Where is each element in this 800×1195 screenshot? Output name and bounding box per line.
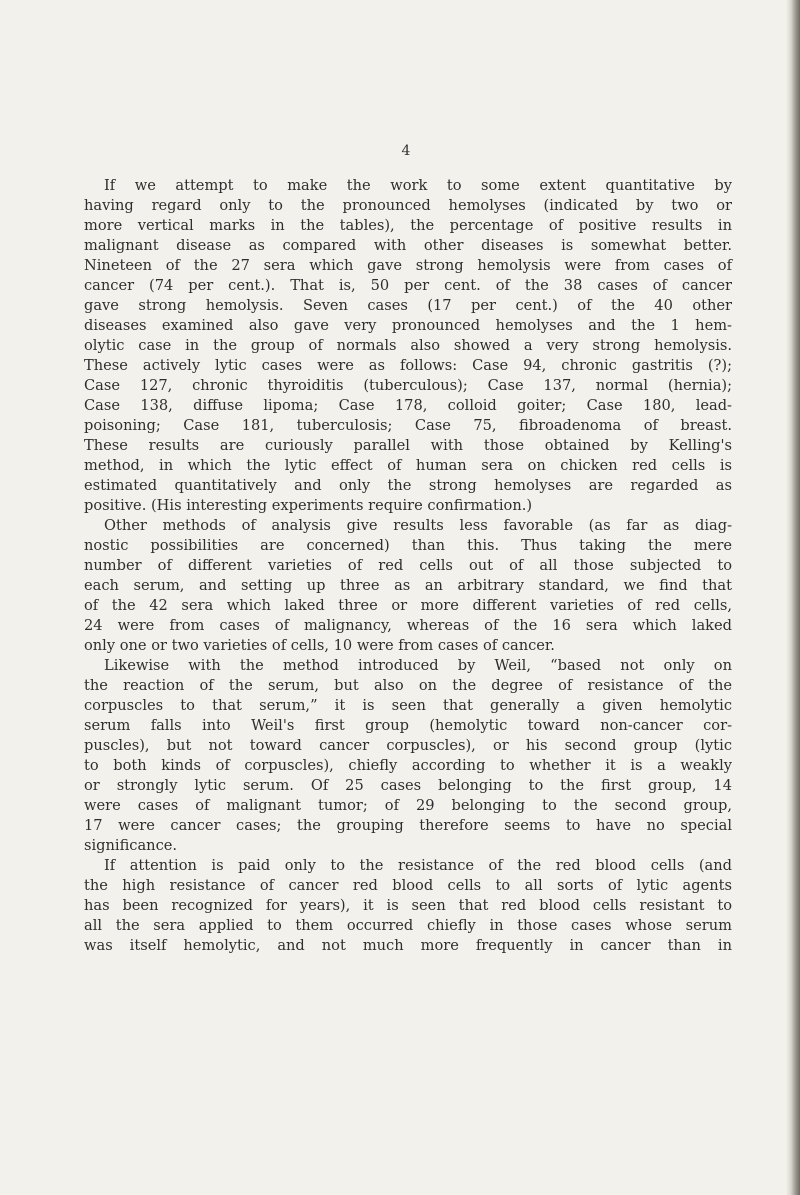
text-line: only one or two varieties of cells, 10 were from cases of cancer. bbox=[84, 637, 555, 654]
text-line: If we attempt to make the work to some extent quantitative by bbox=[104, 177, 732, 194]
text-line: malignant disease as compared with other diseases is somewhat better. bbox=[84, 237, 732, 254]
text-line: all the sera applied to them occurred chiefly in those cases whose serum bbox=[84, 917, 732, 934]
text-line: each serum, and setting up three as an arbitrary standard, we find that bbox=[84, 577, 732, 594]
text-line: having regard only to the pronounced hemolyses (indicated by two or bbox=[84, 197, 732, 214]
text-line: or strongly lytic serum. Of 25 cases belonging to the first group, 14 bbox=[84, 777, 732, 794]
text-line: Likewise with the method introduced by Weil, “based not only on bbox=[104, 657, 732, 674]
text-line: number of different varieties of red cells out of all those subjected to bbox=[84, 557, 732, 574]
text-line: Case 127, chronic thyroiditis (tuberculous); Case 137, normal (hernia); bbox=[84, 377, 732, 394]
text-line: If attention is paid only to the resistance of the red blood cells (and bbox=[104, 857, 732, 874]
text-line: Case 138, diffuse lipoma; Case 178, colloid goiter; Case 180, lead- bbox=[84, 397, 732, 414]
text-line: 17 were cancer cases; the grouping therefore seems to have no special bbox=[84, 817, 732, 834]
text-line: the high resistance of cancer red blood cells to all sorts of lytic agents bbox=[84, 877, 732, 894]
text-line: These results are curiously parallel with those obtained by Kelling's bbox=[84, 437, 732, 454]
text-line: 24 were from cases of malignancy, whereas of the 16 sera which laked bbox=[84, 617, 732, 634]
text-line: was itself hemolytic, and not much more frequently in cancer than in bbox=[84, 937, 732, 954]
text-line: Nineteen of the 27 sera which gave strong hemolysis were from cases of bbox=[84, 257, 732, 274]
text-line: puscles), but not toward cancer corpuscles), or his second group (lytic bbox=[84, 737, 732, 754]
text-line: the reaction of the serum, but also on the degree of resistance of the bbox=[84, 677, 732, 694]
text-line: poisoning; Case 181, tuberculosis; Case 75, fibroadenoma of breast. bbox=[84, 417, 732, 434]
text-line: cancer (74 per cent.). That is, 50 per cent. of the 38 cases of cancer bbox=[84, 277, 732, 294]
text-line: more vertical marks in the tables), the percentage of positive results in bbox=[84, 217, 732, 234]
text-line: Other methods of analysis give results less favorable (as far as diag- bbox=[104, 517, 732, 534]
text-line: nostic possibilities are concerned) than this. Thus taking the mere bbox=[84, 537, 732, 554]
text-line: gave strong hemolysis. Seven cases (17 per cent.) of the 40 other bbox=[84, 297, 732, 314]
body-text bbox=[84, 176, 732, 956]
text-line: were cases of malignant tumor; of 29 belonging to the second group, bbox=[84, 797, 732, 814]
text-line: of the 42 sera which laked three or more different varieties of red cells, bbox=[84, 597, 732, 614]
text-line: has been recognized for years), it is seen that red blood cells resistant to bbox=[84, 897, 732, 914]
text-line: significance. bbox=[84, 837, 178, 854]
text-line: positive. (His interesting experiments require confirmation.) bbox=[84, 497, 533, 514]
text-line: diseases examined also gave very pronounced hemolyses and the 1 hem- bbox=[84, 317, 732, 334]
text-line: olytic case in the group of normals also showed a very strong hemolysis. bbox=[84, 337, 732, 354]
text-line: These actively lytic cases were as follows: Case 94, chronic gastritis (?); bbox=[84, 357, 732, 374]
text-line: estimated quantitatively and only the strong hemolyses are regarded as bbox=[84, 477, 732, 494]
page-edge-shadow bbox=[786, 0, 800, 1195]
page-number: 4 bbox=[401, 143, 411, 159]
text-line: corpuscles to that serum,” it is seen that generally a given hemolytic bbox=[84, 697, 732, 714]
text-line: serum falls into Weil's first group (hemolytic toward non-cancer cor- bbox=[84, 717, 732, 734]
text-line: to both kinds of corpuscles), chiefly according to whether it is a weakly bbox=[84, 757, 732, 774]
text-line: method, in which the lytic effect of human sera on chicken red cells is bbox=[84, 457, 732, 474]
